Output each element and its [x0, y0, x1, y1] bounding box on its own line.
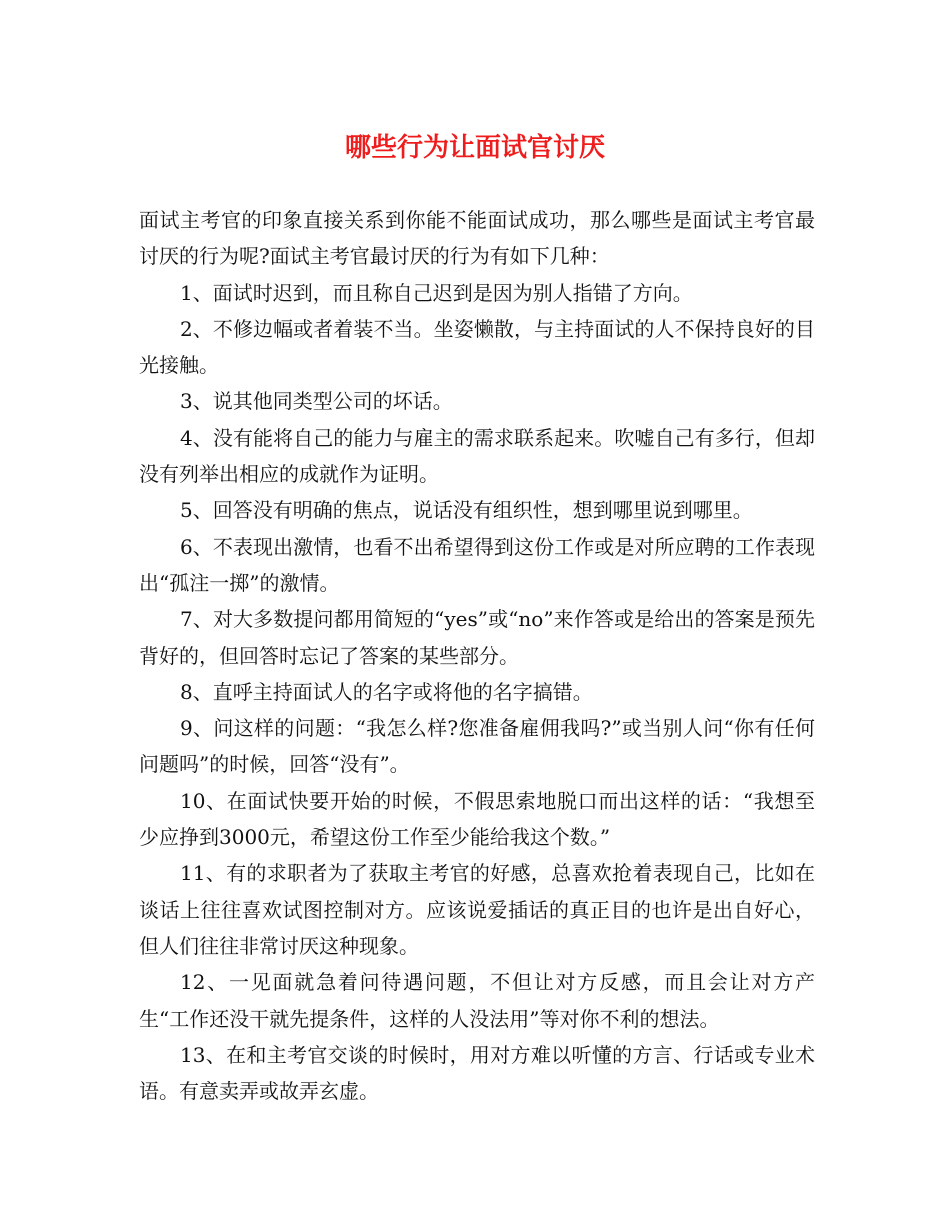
item-paragraph-1: 1、面试时迟到，而且称自己迟到是因为别人指错了方向。: [180, 280, 693, 305]
item-paragraph-5: 5、回答没有明确的焦点，说话没有组织性，想到哪里说到哪里。: [180, 498, 753, 523]
document-title: 哪些行为让面试官讨厌: [344, 133, 605, 163]
item-paragraph-13: 13、在和主考官交谈的时候时，用对方难以听懂的方言、行话或专业术语。有意卖弄或故弄玄虚。: [139, 1042, 815, 1104]
item-paragraph-10: 10、在面试快要开始的时候，不假思索地脱口而出这样的话：“我想至少应挣到3000元，希望这份工作至少能给我这个数。”: [139, 788, 815, 850]
item-paragraph-11: 11、有的求职者为了获取主考官的好感，总喜欢抢着表现自己，比如在谈话上往往喜欢试图控制对方。应该说爱插话的真正目的也许是出自好心，但人们往往非常讨厌这种现象。: [139, 861, 815, 958]
item-paragraph-8: 8、直呼主持面试人的名字或将他的名字搞错。: [180, 679, 593, 704]
item-paragraph-12: 12、一见面就急着问待遇问题，不但让对方反感，而且会让对方产生“工作还没干就先提条件，这样的人没法用”等对你不利的想法。: [139, 970, 815, 1031]
document-body: [139, 202, 815, 1109]
intro-paragraph: 面试主考官的印象直接关系到你能不能面试成功，那么哪些是面试主考官最讨厌的行为呢?面试主考官最讨厌的行为有如下几种：: [139, 208, 815, 269]
item-paragraph-9: 9、问这样的问题：“我怎么样?您准备雇佣我吗?”或当别人问“你有任何问题吗”的时候，回答“没有”。: [139, 716, 815, 777]
item-paragraph-4: 4、没有能将自己的能力与雇主的需求联系起来。吹嘘自己有多行，但却没有列举出相应的成就作为证明。: [139, 425, 815, 487]
item-paragraph-6: 6、不表现出激情，也看不出希望得到这份工作或是对所应聘的工作表现出“孤注一掷”的激情。: [139, 534, 815, 595]
item-paragraph-2: 2、不修边幅或者着装不当。坐姿懒散，与主持面试的人不保持良好的目光接触。: [139, 316, 815, 378]
item-paragraph-7: 7、对大多数提问都用简短的“yes”或“no”来作答或是给出的答案是预先背好的，但回答时忘记了答案的某些部分。: [139, 607, 815, 668]
item-paragraph-3: 3、说其他同类型公司的坏话。: [180, 389, 453, 414]
